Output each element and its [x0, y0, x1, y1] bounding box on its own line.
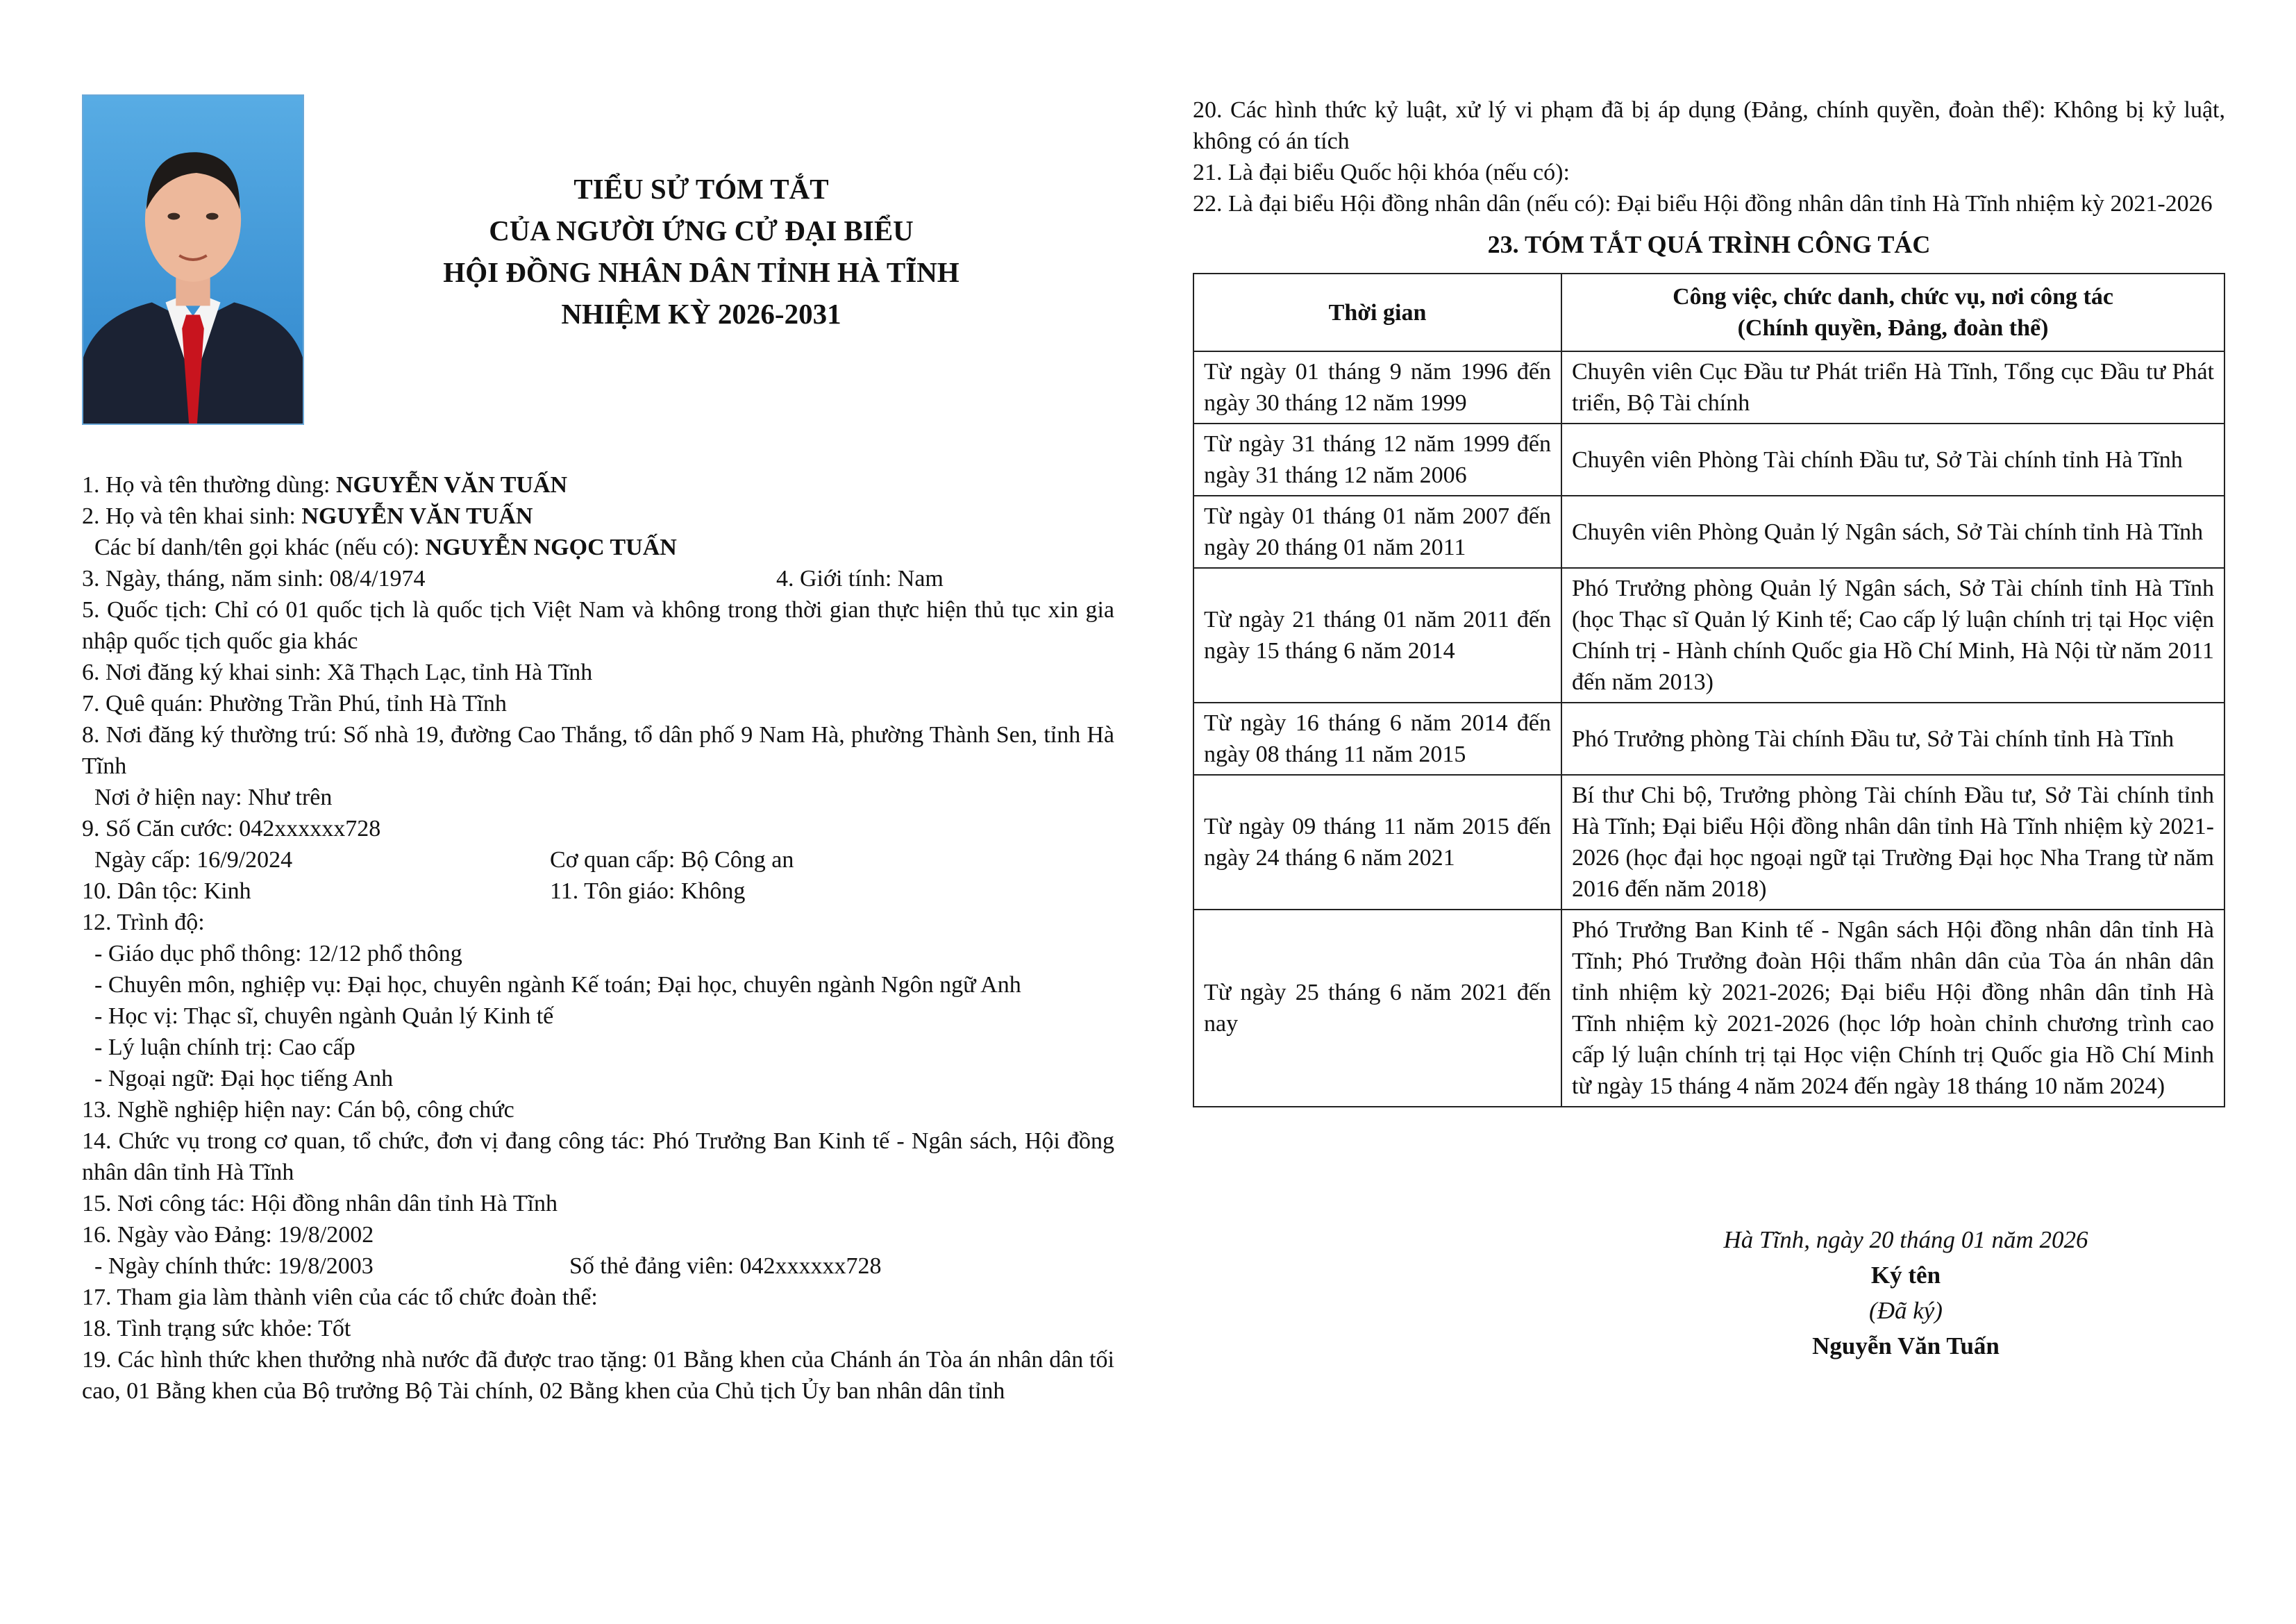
portrait-photo — [82, 94, 304, 425]
current-residence: Nơi ở hiện nay: Như trên — [94, 785, 333, 810]
row-job: Phó Trưởng phòng Tài chính Đầu tư, Sở Tài chính tỉnh Hà Tĩnh — [1561, 703, 2224, 775]
row-time: Từ ngày 21 tháng 01 năm 2011 đến ngày 15 tháng 6 năm 2014 — [1193, 568, 1561, 703]
education-heading: 12. Trình độ: — [82, 910, 205, 935]
ethnicity: 10. Dân tộc: Kinh — [82, 878, 251, 904]
row-job: Chuyên viên Phòng Quản lý Ngân sách, Sở Tài chính tỉnh Hà Tĩnh — [1561, 496, 2224, 568]
row-time: Từ ngày 31 tháng 12 năm 1999 đến ngày 31 tháng 12 năm 2006 — [1193, 424, 1561, 496]
date-of-birth: 3. Ngày, tháng, năm sinh: 08/4/1974 — [82, 566, 426, 592]
row-time: Từ ngày 09 tháng 11 năm 2015 đến ngày 24 tháng 6 năm 2021 — [1193, 775, 1561, 910]
row-job: Phó Trưởng phòng Quản lý Ngân sách, Sở Tài chính tỉnh Hà Tĩnh (học Thạc sĩ Quản lý Kinh tế; Cao cấp lý luận chính trị tại Học viện Chính trị - Hành chính Quốc gia Hồ Chí Minh, Hà Nội từ năm 2011 đến năm 2013) — [1561, 568, 2224, 703]
row-job: Phó Trưởng Ban Kinh tế - Ngân sách Hội đồng nhân dân tỉnh Hà Tĩnh; Phó Trưởng đoàn Hội thẩm nhân dân của Tòa án nhân dân tỉnh nhiệm kỳ 2021-2026; Đại biểu Hội đồng nhân dân tỉnh Hà Tĩnh nhiệm kỳ 2021-2026 (học lớp hoàn chỉnh chương trình cao cấp lý luận chính trị tại Học viện Chính trị Quốc gia Hồ Chí Minh từ ngày 15 tháng 4 năm 2024 đến ngày 18 tháng 10 năm 2024) — [1561, 910, 2224, 1107]
table-row — [1193, 568, 2224, 703]
row-time: Từ ngày 01 tháng 01 năm 2007 đến ngày 20 tháng 01 năm 2011 — [1193, 496, 1561, 568]
na-delegate: 21. Là đại biểu Quốc hội khóa (nếu có): — [1193, 160, 1570, 185]
table-row — [1193, 424, 2224, 496]
col-time: Thời gian — [1193, 274, 1561, 351]
place-date: Hà Tĩnh, ngày 20 tháng 01 năm 2026 — [1723, 1226, 2088, 1253]
id-number: 9. Số Căn cước: 042xxxxxx728 — [82, 816, 381, 842]
table-row — [1193, 496, 2224, 568]
hometown: 7. Quê quán: Phường Trần Phú, tỉnh Hà Tĩnh — [82, 691, 507, 717]
party-row — [82, 1250, 1114, 1282]
education-major: - Chuyên môn, nghiệp vụ: Đại học, chuyên ngành Kế toán; Đại học, chuyên ngành Ngôn ngữ Anh — [94, 972, 1021, 998]
awards: 19. Các hình thức khen thưởng nhà nước đã được trao tặng: 01 Bằng khen của Chánh án Tòa án nhân dân tối cao, 01 Bằng khen của Bộ trưởng Bộ Tài chính, 02 Bằng khen của Chủ tịch Ủy ban nhân dân tỉnh — [82, 1347, 1114, 1404]
position: 14. Chức vụ trong cơ quan, tổ chức, đơn vị đang công tác: Phó Trưởng Ban Kinh tế - Ngân sách, Hội đồng nhân dân tỉnh Hà Tĩnh — [82, 1128, 1114, 1185]
signature-block — [1611, 1222, 2201, 1364]
row-time: Từ ngày 25 tháng 6 năm 2021 đến nay — [1193, 910, 1561, 1107]
col-job — [1561, 274, 2224, 351]
health: 18. Tình trạng sức khỏe: Tốt — [82, 1316, 351, 1341]
id-issue-row — [82, 844, 1114, 876]
party-date: 16. Ngày vào Đảng: 19/8/2002 — [82, 1222, 374, 1248]
right-column — [1193, 94, 2225, 1107]
sign-label: Ký tên — [1870, 1262, 1941, 1289]
ethnic-religion-row — [82, 876, 1114, 907]
signed-note: (Đã ký) — [1869, 1297, 1943, 1324]
row-job: Chuyên viên Cục Đầu tư Phát triển Hà Tĩnh, Tổng cục Đầu tư Phát triển, Bộ Tài chính — [1561, 351, 2224, 424]
organizations: 17. Tham gia làm thành viên của các tổ chức đoàn thể: — [82, 1284, 598, 1310]
birth-registration: 6. Nơi đăng ký khai sinh: Xã Thạch Lạc, tỉnh Hà Tĩnh — [82, 660, 593, 685]
title-line-3: HỘI ĐỒNG NHÂN DÂN TỈNH HÀ TĨNH — [443, 256, 960, 288]
discipline: 20. Các hình thức kỷ luật, xử lý vi phạm đã bị áp dụng (Đảng, chính quyền, đoàn thể): Không bị kỷ luật, không có án tích — [1193, 97, 2225, 154]
education-language: - Ngoại ngữ: Đại học tiếng Anh — [94, 1066, 394, 1091]
title-line-2: CỦA NGƯỜI ỨNG CỬ ĐẠI BIỂU — [489, 215, 914, 246]
row-job: Bí thư Chi bộ, Trưởng phòng Tài chính Đầu tư, Sở Tài chính tỉnh Hà Tĩnh; Đại biểu Hội đồng nhân dân tỉnh Hà Tĩnh nhiệm kỳ 2021-2026 (học đại học ngoại ngữ tại Trường Đại học Nha Trang từ năm 2016 đến năm 2018) — [1561, 775, 2224, 910]
workplace: 15. Nơi công tác: Hội đồng nhân dân tỉnh Hà Tĩnh — [82, 1191, 558, 1216]
dob-gender-row — [82, 563, 1114, 594]
table-row — [1193, 703, 2224, 775]
issuer: Cơ quan cấp: Bộ Công an — [550, 847, 794, 873]
title-line-4: NHIỆM KỲ 2026-2031 — [561, 298, 841, 330]
table-row — [1193, 775, 2224, 910]
birth-name: 2. Họ và tên khai sinh: NGUYỄN VĂN TUẤN — [82, 503, 533, 529]
table-row — [1193, 351, 2224, 424]
table-row — [1193, 910, 2224, 1107]
party-official-date: - Ngày chính thức: 19/8/2003 — [94, 1253, 374, 1279]
pc-delegate: 22. Là đại biểu Hội đồng nhân dân (nếu có): Đại biểu Hội đồng nhân dân tỉnh Hà Tĩnh nhiệm kỳ 2021-2026 — [1193, 191, 2213, 217]
party-card: Số thẻ đảng viên: 042xxxxxx728 — [569, 1253, 882, 1279]
col-job-line-1: Công việc, chức danh, chức vụ, nơi công tác — [1673, 284, 2113, 310]
work-history-title: 23. TÓM TẮT QUÁ TRÌNH CÔNG TÁC — [1487, 231, 1931, 258]
row-time: Từ ngày 01 tháng 9 năm 1996 đến ngày 30 tháng 12 năm 1999 — [1193, 351, 1561, 424]
education-politics: - Lý luận chính trị: Cao cấp — [94, 1035, 355, 1060]
permanent-residence: 8. Nơi đăng ký thường trú: Số nhà 19, đường Cao Thắng, tổ dân phố 9 Nam Hà, phường Thành Sen, tỉnh Hà Tĩnh — [82, 722, 1114, 779]
row-time: Từ ngày 16 tháng 6 năm 2014 đến ngày 08 tháng 11 năm 2015 — [1193, 703, 1561, 775]
title-line-1: TIỂU SỬ TÓM TẮT — [573, 173, 829, 205]
nationality: 5. Quốc tịch: Chỉ có 01 quốc tịch là quốc tịch Việt Nam và không trong thời gian thực hiện thủ tục xin gia nhập quốc tịch quốc gia khác — [82, 597, 1114, 654]
education-general: - Giáo dục phổ thông: 12/12 phổ thông — [94, 941, 462, 966]
signer-name: Nguyễn Văn Tuấn — [1812, 1332, 2000, 1359]
occupation: 13. Nghề nghiệp hiện nay: Cán bộ, công chức — [82, 1097, 514, 1123]
issue-date: Ngày cấp: 16/9/2024 — [94, 847, 293, 873]
row-job: Chuyên viên Phòng Tài chính Đầu tư, Sở Tài chính tỉnh Hà Tĩnh — [1561, 424, 2224, 496]
religion: 11. Tôn giáo: Không — [550, 878, 746, 904]
education-degree: - Học vị: Thạc sĩ, chuyên ngành Quản lý Kinh tế — [94, 1003, 554, 1029]
document-title — [389, 168, 1014, 335]
work-history-table — [1193, 273, 2225, 1107]
personal-info — [82, 469, 1114, 1407]
table-header — [1193, 274, 2224, 351]
gender: 4. Giới tính: Nam — [776, 566, 944, 592]
common-name: 1. Họ và tên thường dùng: NGUYỄN VĂN TUẤN — [82, 472, 568, 498]
col-job-line-2: (Chính quyền, Đảng, đoàn thể) — [1737, 315, 2049, 341]
alias: Các bí danh/tên gọi khác (nếu có): NGUYỄN NGỌC TUẤN — [94, 535, 677, 560]
